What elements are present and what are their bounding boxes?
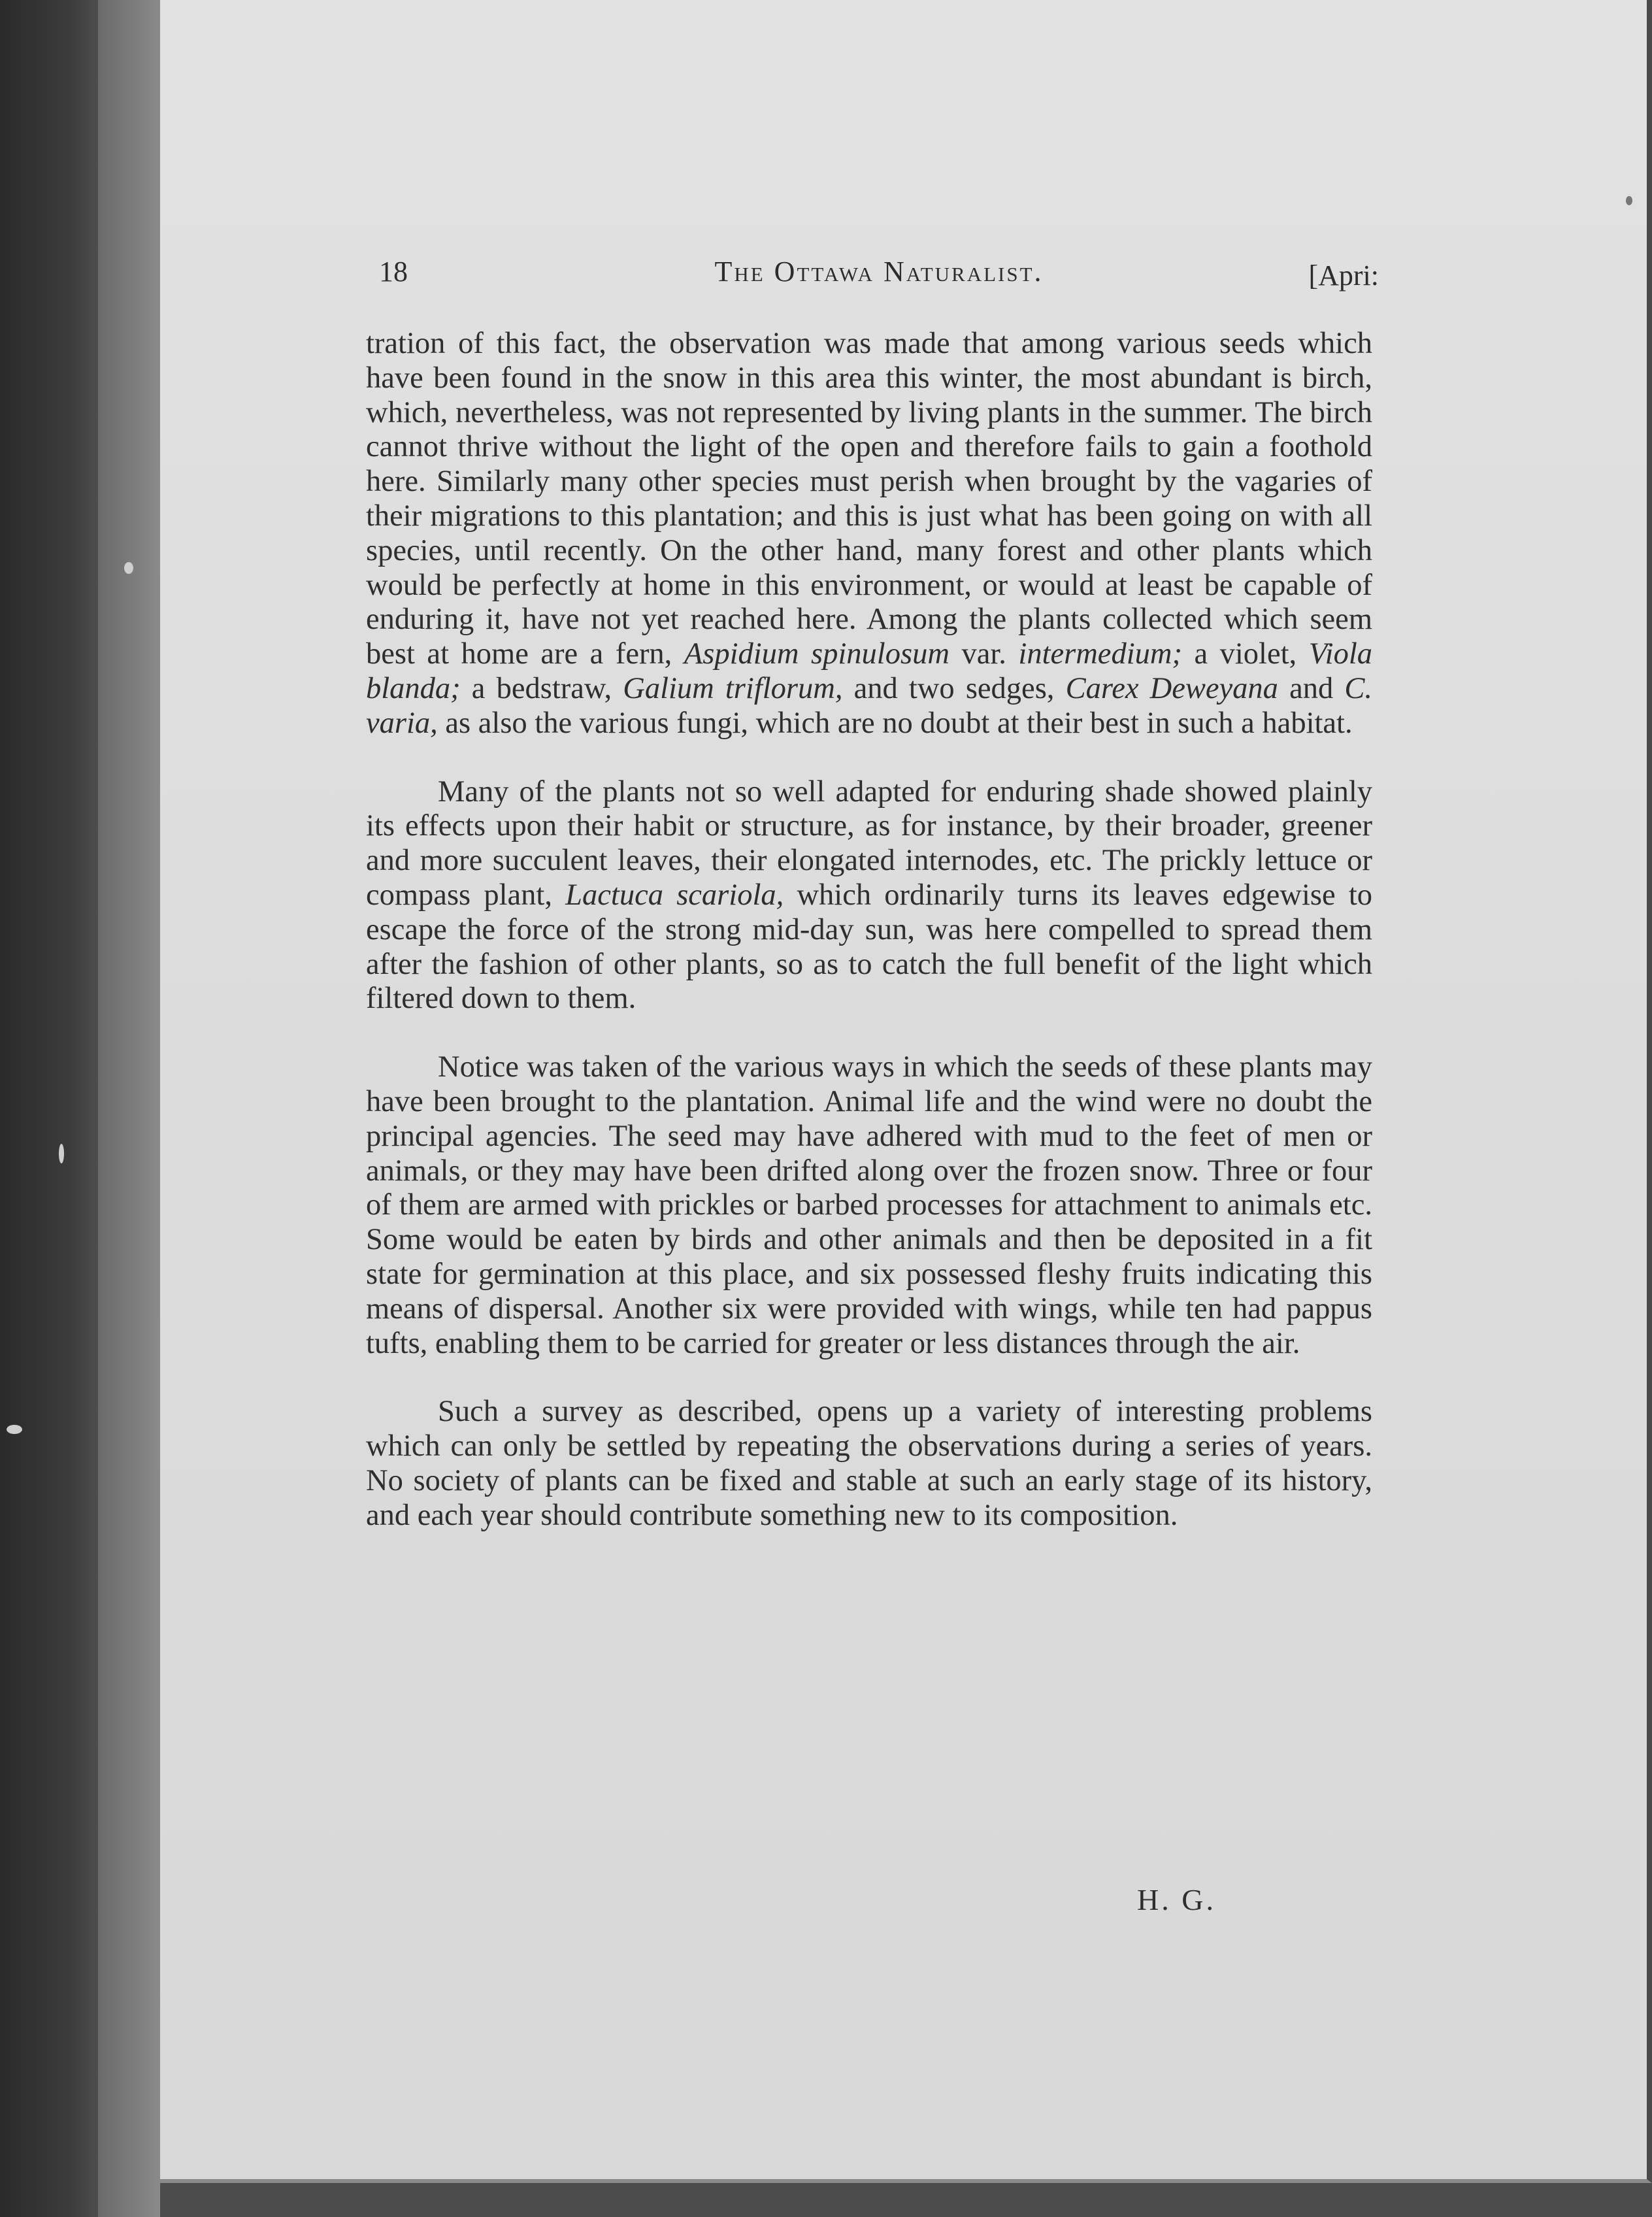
paragraph-2: Many of the plants not so well adapted for enduring shade showed plainly its effects upon their habit or structure, as for instance, by their broader, greener and more succulent leaves, their elongated internodes, etc. The prickly lettuce or compass plant, Lactuca scariola, which ordinarily turns its leaves edgewise to escape the force of the strong mid-day sun, was here compelled to spread them after the fashion of other plants, so as to catch the full benefit of the light which filtered down to them. (366, 775, 1372, 1016)
page-spine-shadow (98, 0, 160, 2217)
journal-title: The Ottawa Naturalist. (714, 256, 1044, 288)
running-head (379, 248, 1379, 301)
dust-speck (124, 562, 133, 574)
paragraph-4: Such a survey as described, opens up a variety of interesting problems which can only be settled by repeating the observations during a series of years. No society of plants can be fixed and stable at such an early stage of its history, and each year should contribute something new to its composition. (366, 1395, 1372, 1532)
dust-speck (7, 1425, 22, 1434)
author-initials: H. G. (1137, 1883, 1216, 1916)
scanner-edge-bottom (160, 2183, 1652, 2217)
dust-speck (59, 1144, 64, 1163)
body-text (366, 327, 1372, 1533)
issue-month: [Apri: (1308, 259, 1379, 292)
paragraph-3: Notice was taken of the various ways in which the seeds of these plants may have been brought to the plantation. Animal life and the wind were no doubt the principal agencies. The seed may have adhered with mud to the feet of men or animals, or they may have been drifted along over the frozen snow. Three or four of them are armed with prickles or barbed processes for attachment to animals etc. Some would be eaten by birds and other animals and then be deposited in a fit state for germination at this place, and six possessed fleshy fruits indicating this means of dispersal. Another six were provided with wings, while ten had pappus tufts, enabling them to be carried for greater or less distances through the air. (366, 1050, 1372, 1360)
dust-speck (1626, 196, 1632, 205)
page-number: 18 (379, 256, 408, 288)
paragraph-1: tration of this fact, the observation was made that among various seeds which have been found in the snow in this area this winter, the most abundant is birch, which, nevertheless, was not represented by living plants in the summer. The birch cannot thrive without the light of the open and therefore fails to gain a foothold here. Similarly many other species must perish when brought by the vagaries of their migrations to this plantation; and this is just what has been going on with all species, until recently. On the other hand, many forest and other plants which would be perfectly at home in this environment, or would at least be capable of enduring it, have not yet reached here. Among the plants collected which seem best at home are a fern, Aspidium spinulosum var. intermedium; a violet, Viola blanda; a bedstraw, Galium triflorum, and two sedges, Carex Deweyana and C. varia, as also the various fungi, which are no doubt at their best in such a habitat. (366, 327, 1373, 740)
